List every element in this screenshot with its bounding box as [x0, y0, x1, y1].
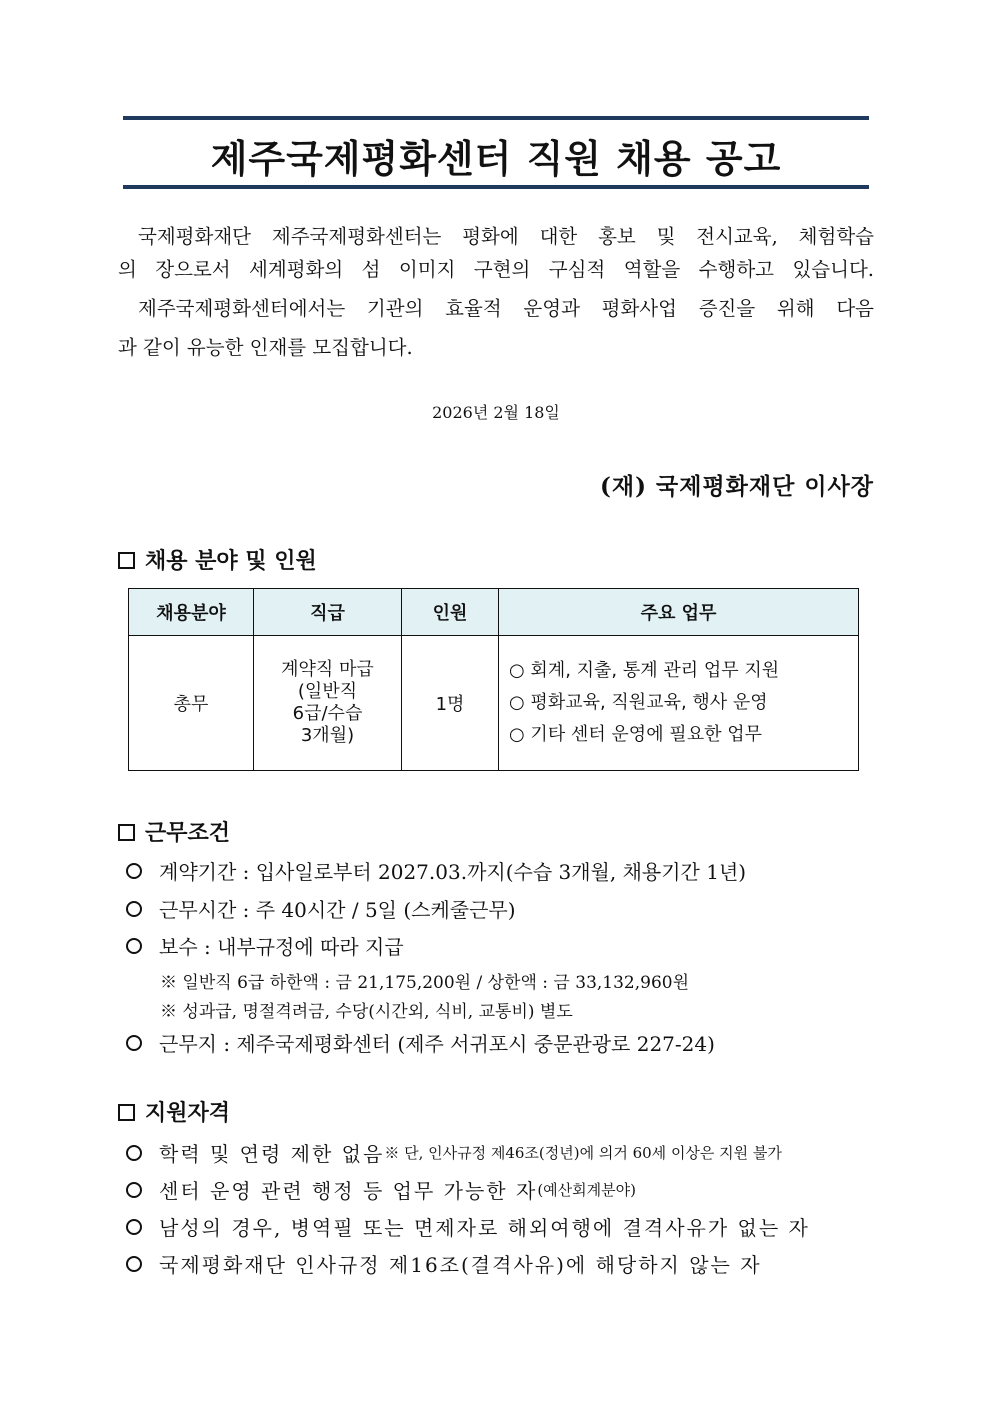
announcement-date: 2026년 2월 18일: [432, 403, 560, 422]
section-qualifications-heading: [118, 1096, 230, 1127]
section-conditions-heading: [118, 816, 230, 847]
title-top-rule: [123, 116, 869, 120]
checkbox-square-icon: [118, 552, 135, 569]
condition-item: [126, 894, 516, 923]
qualification-item: [126, 1175, 636, 1204]
section-recruit-heading: [118, 544, 317, 575]
circle-bullet-icon: [126, 1035, 142, 1051]
qualification-item: [126, 1138, 782, 1167]
circle-bullet-icon: [126, 863, 142, 879]
qualification-item: [126, 1212, 810, 1241]
circle-bullet-icon: [126, 938, 142, 954]
qualification-note: ※ 단, 인사규정 제46조(정년)에 의거 60세 이상은 지원 불가: [384, 1144, 782, 1162]
location-text: 근무지 : 제주국제평화센터 (제주 서귀포시 중문관광로 227-24): [159, 1032, 715, 1056]
header-grade: 직급: [254, 589, 402, 636]
condition-item: [126, 856, 746, 885]
qualification-text: 국제평화재단 인사규정 제16조(결격사유)에 해당하지 않는 자: [159, 1253, 762, 1277]
intro-line-4: 과 같이 유능한 인재를 모집합니다.: [118, 336, 413, 359]
qualification-note: (예산회계분야): [537, 1181, 636, 1199]
intro-line-3: 제주국제평화센터에서는 기관의 효율적 운영과 평화사업 증진을 위해 다음: [138, 297, 874, 320]
table-row: [129, 636, 859, 771]
grade-line: 계약직 마급: [281, 659, 374, 680]
duty-item: ○ 기타 센터 운영에 필요한 업무: [509, 724, 762, 745]
signatory: (재) 국제평화재단 이사장: [600, 473, 874, 500]
section-recruit-title: 채용 분야 및 인원: [145, 549, 317, 574]
intro-line-1: 국제평화재단 제주국제평화센터는 평화에 대한 홍보 및 전시교육, 체험학습: [138, 225, 874, 248]
grade-line: (일반직: [297, 681, 358, 702]
condition-text: 근무시간 : 주 40시간 / 5일 (스케줄근무): [159, 898, 516, 922]
grade-line: 3개월): [300, 725, 355, 746]
page-title: 제주국제평화센터 직원 채용 공고: [210, 137, 782, 181]
checkbox-square-icon: [118, 824, 135, 841]
table-header-row: [129, 589, 859, 636]
recruit-table: [128, 588, 859, 771]
duty-item: ○ 평화교육, 직원교육, 행사 운영: [509, 692, 768, 713]
condition-item: [126, 1028, 715, 1057]
salary-note: ※ 일반직 6급 하한액 : 금 21,175,200원 / 상한액 : 금 33,132,960원: [160, 973, 690, 993]
header-field: 채용분야: [129, 589, 254, 636]
qualification-text: 센터 운영 관련 행정 등 업무 가능한 자: [159, 1179, 538, 1203]
cell-duties: [499, 636, 859, 771]
circle-bullet-icon: [126, 1219, 142, 1235]
checkbox-square-icon: [118, 1104, 135, 1121]
circle-bullet-icon: [126, 901, 142, 917]
intro-line-2: 의 장으로서 세계평화의 섬 이미지 구현의 구심적 역할을 수행하고 있습니다.: [118, 258, 874, 281]
circle-bullet-icon: [126, 1256, 142, 1272]
salary-note: ※ 성과급, 명절격려금, 수당(시간외, 식비, 교통비) 별도: [160, 1002, 573, 1022]
cell-grade: [254, 636, 402, 771]
qualification-text: 학력 및 연령 제한 없음: [159, 1142, 385, 1166]
section-qualifications-title: 지원자격: [145, 1101, 231, 1126]
grade-line: 6급/수습: [292, 703, 363, 724]
title-bottom-rule: [123, 185, 869, 189]
qualification-item: [126, 1249, 762, 1278]
cell-count: 1명: [402, 636, 499, 771]
circle-bullet-icon: [126, 1182, 142, 1198]
duty-item: ○ 회계, 지출, 통계 관리 업무 지원: [509, 660, 780, 681]
header-duties: 주요 업무: [499, 589, 859, 636]
condition-item: [126, 931, 404, 960]
header-count: 인원: [402, 589, 499, 636]
section-conditions-title: 근무조건: [145, 821, 231, 846]
cell-field: 총무: [129, 636, 254, 771]
condition-text: 보수 : 내부규정에 따라 지급: [159, 935, 404, 959]
circle-bullet-icon: [126, 1145, 142, 1161]
condition-text: 계약기간 : 입사일로부터 2027.03.까지(수습 3개월, 채용기간 1년): [159, 860, 747, 884]
qualification-text: 남성의 경우, 병역필 또는 면제자로 해외여행에 결격사유가 없는 자: [159, 1216, 810, 1240]
